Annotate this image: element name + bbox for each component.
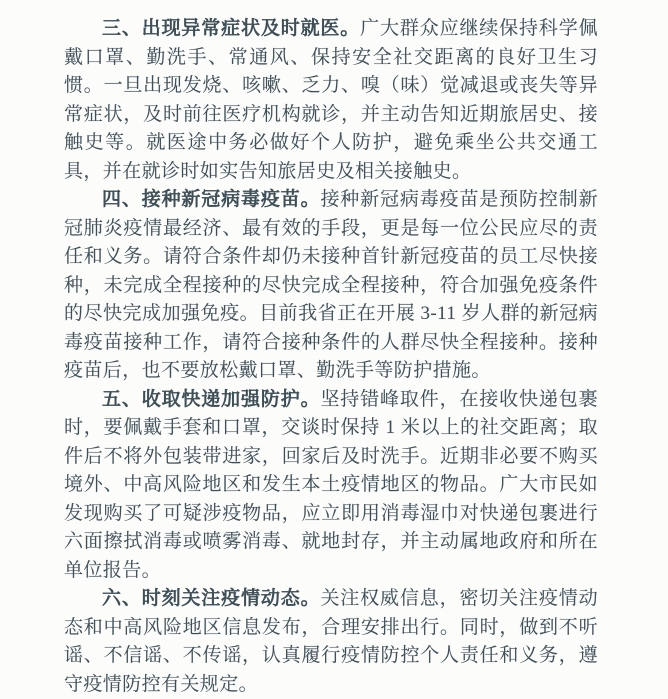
paragraph [64, 186, 598, 386]
paragraph-lead: 三、出现异常症状及时就医。 [102, 18, 361, 39]
paragraph-body: 广大群众应继续保持科学佩戴口罩、勤洗手、常通风、保持安全社交距离的良好卫生习惯。一旦出现发烧、咳嗽、乏力、嗅（味）觉减退或丧失等异常症状，及时前往医疗机构就诊，并主动告知近期旅居史、接触史等。就医途中务必做好个人防护，避免乘坐公共交通工具，并在就诊时如实告知旅居史及相关接触史。 [64, 18, 598, 182]
paragraph-body: 关注权威信息，密切关注疫情动态和中高风险地区信息发布，合理安排出行。同时，做到不听谣、不信谣、不传谣，认真履行疫情防控个人责任和义务，遵守疫情防控有关规定。 [64, 588, 598, 695]
paragraph [64, 585, 598, 699]
paragraph-body: 坚持错峰取件，在接收快递包裹时，要佩戴手套和口罩，交谈时保持 1 米以上的社交距离；取件后不将外包装带进家，回家后及时洗手。近期非必要不购买境外、中高风险地区和发生本土疫情地区的物品。广大市民如发现购买了可疑涉疫物品，应立即用消毒湿巾对快递包裹进行六面擦拭消毒或喷雾消毒、就地封存，并主动属地政府和所在单位报告。 [64, 388, 598, 581]
paragraph [64, 386, 598, 586]
paragraph-lead: 六、时刻关注疫情动态。 [102, 588, 321, 609]
paragraph-lead: 五、收取快递加强防护。 [102, 388, 321, 410]
paragraph-body: 接种新冠病毒疫苗是预防控制新冠肺炎疫情最经济、最有效的手段，更是每一位公民应尽的责任和义务。请符合条件却仍未接种首针新冠疫苗的员工尽快接种，未完成全程接种的尽快完成全程接种，符合加强免疫条件的尽快完成加强免疫。目前我省正在开展 3-11 岁人群的新冠病毒疫苗接种工作，请符合接种条件的人群尽快全程接种。接种疫苗后，也不要放松戴口罩、勤洗手等防护措施。 [64, 189, 598, 381]
paragraph [64, 15, 598, 186]
paragraph-lead: 四、接种新冠病毒疫苗。 [102, 189, 321, 210]
